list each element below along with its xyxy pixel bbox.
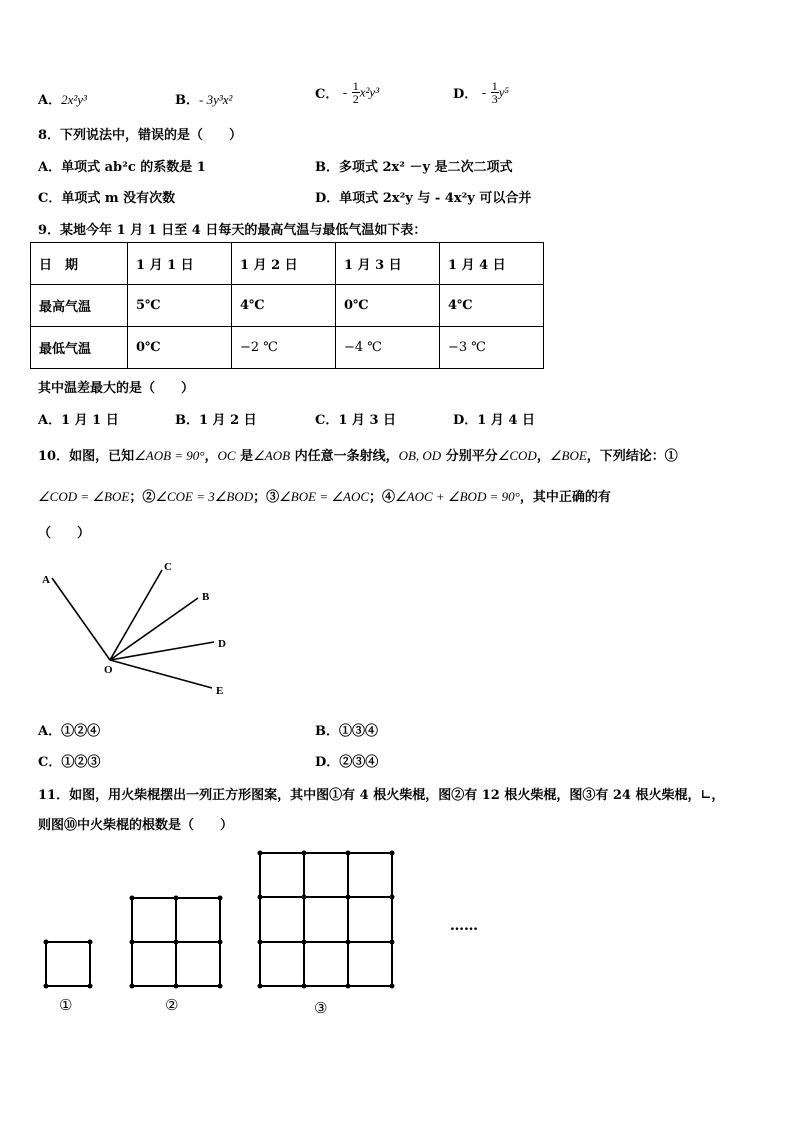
table-cell: 日 期 <box>31 243 128 285</box>
q8-stem: 8．下列说法中，错误的是（ ） <box>38 128 243 143</box>
q9-question: 其中温差最大的是（ ） <box>38 381 195 396</box>
q10-option-b[interactable]: B．①③④ <box>315 724 378 739</box>
q8-option-d[interactable]: D．单项式 2x²y 与 - 4x²y 可以合并 <box>315 191 532 206</box>
figure-label-3: ③ <box>314 999 328 1017</box>
q10-math: ∠BOE = ∠AOC <box>279 489 370 504</box>
q7-option-d-numerator: 1 <box>491 79 498 93</box>
q10-text: ，下列结论：① <box>586 449 678 464</box>
q10-text: 内任意一条射线， <box>290 449 399 464</box>
q7-option-c-numerator: 1 <box>352 79 359 93</box>
q10-math: ∠BOE <box>549 448 587 463</box>
q7-option-d-variables: y⁵ <box>498 84 509 100</box>
figure-label-2: ② <box>165 996 179 1014</box>
q10-text: ， <box>204 449 218 464</box>
table-cell: 0℃ <box>128 327 232 369</box>
continuation-ellipsis: …… <box>450 918 478 934</box>
q9-option-d[interactable]: D．1 月 4 日 <box>453 413 535 428</box>
q10-math: ∠AOB = 90° <box>134 448 205 463</box>
point-label-e: E <box>216 685 224 697</box>
point-label-o: O <box>104 664 113 676</box>
q10-math: OC <box>217 448 236 463</box>
point-label-b: B <box>202 591 210 603</box>
table-cell: 1 月 3 日 <box>336 243 440 285</box>
table-cell: 最低气温 <box>31 327 128 369</box>
q7-option-d-denominator: 3 <box>491 92 498 106</box>
matchstick-figure-1-joints <box>44 940 93 989</box>
q11-stem-line2: 则图⑩中火柴棍的根数是（ ） <box>38 818 234 833</box>
q7-option-b-expr: - 3y³x² <box>199 92 233 107</box>
q9-stem: 9．某地今年 1 月 1 日至 4 日每天的最高气温与最低气温如下表： <box>38 223 427 238</box>
q7-option-d-sign: - <box>481 84 487 100</box>
table-cell: 1 月 4 日 <box>440 243 544 285</box>
table-cell: −3 ℃ <box>440 327 544 369</box>
table-cell: 0℃ <box>336 285 440 327</box>
q10-text: 10．如图，已知 <box>38 449 135 464</box>
q10-text: 分别平分 <box>441 449 498 464</box>
q7-option-d-label: D． <box>453 87 478 102</box>
point-label-c: C <box>164 561 172 573</box>
table-cell: 5℃ <box>128 285 232 327</box>
q10-option-d[interactable]: D．②③④ <box>315 755 379 770</box>
ray-ob <box>110 598 198 660</box>
ray-oc <box>110 570 162 660</box>
q7-option-c-sign: - <box>342 84 348 100</box>
q10-text: ，其中正确的有 <box>519 490 611 505</box>
q8-option-c[interactable]: C．单项式 m 没有次数 <box>38 191 176 206</box>
q10-option-c[interactable]: C．①②③ <box>38 755 101 770</box>
point-label-d: D <box>218 638 226 650</box>
ray-oa <box>52 578 110 660</box>
q10-math: OB, OD <box>398 448 442 463</box>
ray-od <box>110 642 214 660</box>
q7-option-c-denominator: 2 <box>352 92 359 106</box>
q10-option-a[interactable]: A．①②④ <box>38 724 101 739</box>
q9-option-b[interactable]: B．1 月 2 日 <box>175 413 257 428</box>
figure-label-1: ① <box>59 996 73 1014</box>
q7-option-a-expr: 2x²y³ <box>61 92 87 107</box>
q10-text: ；④ <box>369 490 396 505</box>
q10-text: ；② <box>129 490 156 505</box>
ray-oe <box>110 660 212 688</box>
matchstick-figure-3 <box>260 853 392 986</box>
q10-answer-paren: （ ） <box>38 526 91 541</box>
q10-text: ；③ <box>253 490 280 505</box>
q10-math: ∠COD <box>497 448 537 463</box>
q7-option-a-label: A． <box>38 93 62 108</box>
q10-math: ∠COE = 3∠BOD <box>155 489 254 504</box>
q7-option-b-label: B． <box>175 93 199 108</box>
q10-math: ∠AOB <box>253 448 291 463</box>
q9-option-a[interactable]: A．1 月 1 日 <box>38 413 119 428</box>
q10-math: ∠AOC + ∠BOD = 90° <box>395 489 520 504</box>
q8-option-a[interactable]: A．单项式 ab²c 的系数是 1 <box>38 160 206 175</box>
table-cell: 1 月 1 日 <box>128 243 232 285</box>
point-label-a: A <box>42 574 50 586</box>
q11-stem-line1: 11．如图，用火柴棍摆出一列正方形图案，其中图①有 4 根火柴棍，图②有 12 根火柴棍，图③有 24 根火柴棍，∟， <box>38 788 725 803</box>
matchstick-figure-3-joints <box>258 851 395 989</box>
q10-text: ， <box>536 449 550 464</box>
table-cell: −2 ℃ <box>232 327 336 369</box>
q7-option-c-label: C． <box>315 87 339 102</box>
table-cell: 4℃ <box>440 285 544 327</box>
table-cell: 4℃ <box>232 285 336 327</box>
q8-option-b[interactable]: B．多项式 2x² －y 是二次二项式 <box>315 160 513 175</box>
matchstick-figure-1 <box>46 942 90 986</box>
table-cell: 1 月 2 日 <box>232 243 336 285</box>
table-cell: 最高气温 <box>31 285 128 327</box>
q10-text: 是 <box>235 449 254 464</box>
table-cell: −4 ℃ <box>336 327 440 369</box>
q10-math: ∠COD = ∠BOE <box>38 489 130 504</box>
q7-option-c-variables: x²y³ <box>359 84 380 100</box>
q9-option-c[interactable]: C．1 月 3 日 <box>315 413 397 428</box>
